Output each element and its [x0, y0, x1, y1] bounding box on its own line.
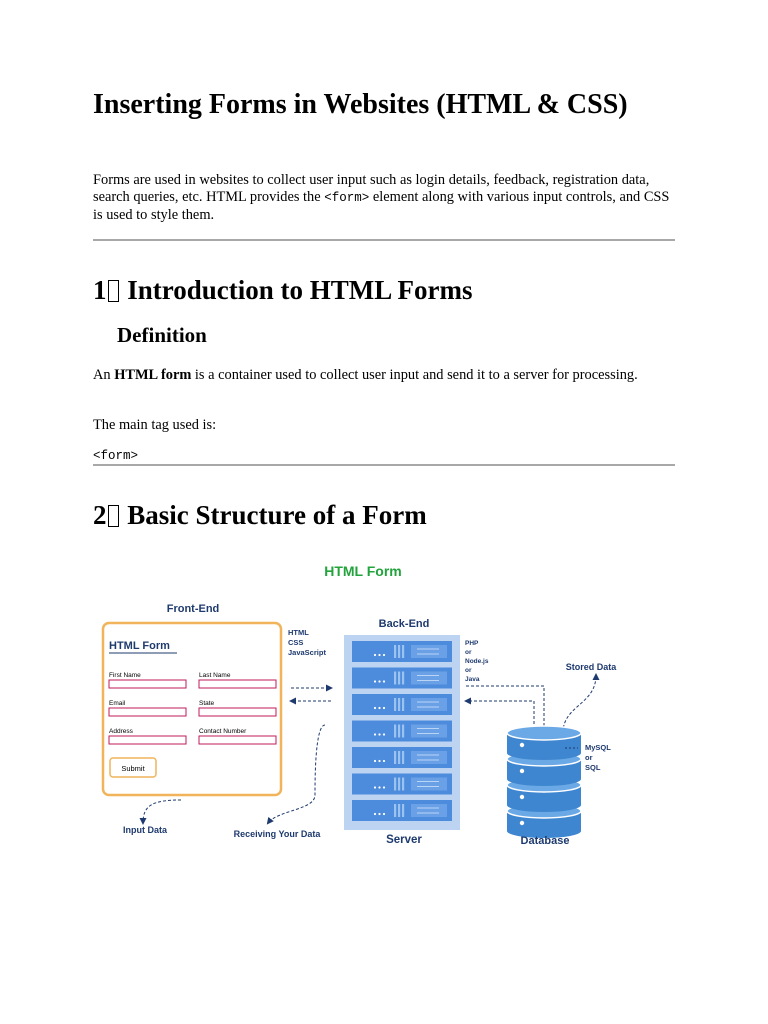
- section1-title: Introduction to HTML Forms: [127, 275, 473, 305]
- submit-label: Submit: [121, 764, 145, 773]
- main-tag-code: <form>: [93, 449, 139, 463]
- database-tier-bottom: [507, 798, 581, 812]
- receiving-data-label: Receiving Your Data: [233, 829, 321, 839]
- server-led: [383, 813, 385, 815]
- database-tier-top: [507, 726, 581, 740]
- server-panel: [411, 672, 447, 685]
- form-field-label: Email: [109, 700, 126, 707]
- server-led: [374, 680, 376, 682]
- section2-heading: [93, 499, 427, 531]
- db-tech-1: MySQL: [585, 743, 611, 752]
- arrow-db-to-server: [466, 701, 534, 729]
- definition-subheading: Definition: [117, 323, 207, 347]
- arrow-server-to-db: [466, 686, 544, 731]
- form-field-input: [199, 680, 276, 688]
- server-led: [383, 760, 385, 762]
- server-vent: [394, 698, 396, 711]
- server-led: [378, 733, 380, 735]
- tech-backend-4: or: [465, 667, 472, 674]
- db-tech-3: SQL: [585, 763, 601, 772]
- database-light: [520, 821, 524, 825]
- db-tech-2: or: [585, 753, 593, 762]
- definition-text: is a container used to collect user input and send it to a server for processing.: [191, 367, 638, 383]
- divider: [93, 464, 675, 466]
- server-label: Server: [386, 834, 422, 846]
- arrow-input-data: [143, 800, 181, 823]
- server-panel: [411, 804, 447, 817]
- database-label: Database: [520, 835, 570, 847]
- server-panel: [411, 725, 447, 738]
- tech-backend-1: PHP: [465, 640, 479, 647]
- server-led: [378, 707, 380, 709]
- server-led: [374, 760, 376, 762]
- server-led: [374, 786, 376, 788]
- page-title: Inserting Forms in Websites (HTML & CSS): [93, 89, 628, 120]
- tech-frontend-3: JavaScript: [288, 648, 326, 657]
- tech-frontend-2: CSS: [288, 638, 304, 647]
- server-vent: [402, 725, 404, 738]
- input-data-label: Input Data: [123, 825, 167, 835]
- server-vent: [398, 645, 400, 658]
- form-mockup-title: HTML Form: [109, 640, 170, 652]
- server-led: [383, 733, 385, 735]
- tech-backend-2: or: [465, 649, 472, 656]
- form-structure-diagram: [93, 555, 675, 855]
- form-field-input: [109, 680, 186, 688]
- definition-prefix: An: [93, 367, 115, 383]
- database-light: [520, 769, 524, 773]
- server-vent: [402, 751, 404, 764]
- database-icon: [507, 726, 581, 838]
- tech-frontend-1: HTML: [288, 628, 309, 637]
- intro-text-2: element along with various input controls, and CSS is used to style them.: [93, 189, 670, 223]
- section2-number: 2: [93, 500, 107, 530]
- definition-paragraph: [93, 367, 673, 384]
- server-vent: [394, 751, 396, 764]
- server-vent: [394, 645, 396, 658]
- server-vent: [398, 725, 400, 738]
- intro-paragraph: [93, 172, 673, 224]
- definition-bold: HTML form: [114, 367, 192, 383]
- main-tag-text: The main tag used is:: [93, 417, 217, 433]
- form-field-input: [199, 708, 276, 716]
- form-field-label: Address: [109, 728, 133, 735]
- stored-data-label: Stored Data: [565, 662, 617, 672]
- form-field-label: State: [199, 700, 215, 707]
- server-led: [378, 760, 380, 762]
- server-panel: [411, 645, 447, 658]
- server-led: [374, 654, 376, 656]
- backend-label: Back-End: [378, 618, 430, 630]
- server-led: [378, 654, 380, 656]
- server-led: [378, 680, 380, 682]
- frontend-label: Front-End: [166, 603, 220, 615]
- intro-text-1: Forms are used in websites to collect user input such as login details, feedback, registration data, search queries, etc. HTML provides the: [93, 172, 650, 205]
- server-led: [383, 654, 385, 656]
- server-led: [378, 813, 380, 815]
- server-vent: [394, 804, 396, 817]
- form-field-input: [109, 708, 186, 716]
- form-field-input: [199, 736, 276, 744]
- section1-heading: [93, 274, 473, 306]
- missing-glyph-icon: [108, 280, 119, 302]
- form-field-input: [109, 736, 186, 744]
- form-field-label: Contact Number: [199, 728, 247, 735]
- tech-backend-3: Node.js: [465, 658, 489, 665]
- server-led: [374, 813, 376, 815]
- server-panel: [411, 751, 447, 764]
- server-vent: [394, 778, 396, 791]
- form-field-label: First Name: [109, 672, 141, 679]
- server-vent: [402, 698, 404, 711]
- server-units: [352, 641, 452, 821]
- server-vent: [402, 804, 404, 817]
- server-vent: [402, 778, 404, 791]
- form-field-label: Last Name: [199, 672, 231, 679]
- arrow-to-stored: [563, 675, 596, 733]
- server-vent: [402, 672, 404, 685]
- server-panel: [411, 698, 447, 711]
- database-tier-bottom: [507, 772, 581, 786]
- tech-backend-5: Java: [465, 676, 480, 683]
- server-led: [378, 786, 380, 788]
- server-led: [383, 786, 385, 788]
- divider: [93, 239, 675, 241]
- server-led: [374, 707, 376, 709]
- server-led: [374, 733, 376, 735]
- server-vent: [398, 778, 400, 791]
- diagram-title: HTML Form: [324, 563, 402, 579]
- server-vent: [402, 645, 404, 658]
- server-vent: [398, 698, 400, 711]
- server-vent: [398, 672, 400, 685]
- server-vent: [398, 751, 400, 764]
- server-vent: [398, 804, 400, 817]
- database-light: [520, 795, 524, 799]
- section1-number: 1: [93, 275, 107, 305]
- server-panel: [411, 778, 447, 791]
- server-vent: [394, 672, 396, 685]
- server-vent: [394, 725, 396, 738]
- intro-code: <form>: [324, 191, 370, 205]
- server-led: [383, 680, 385, 682]
- section2-title: Basic Structure of a Form: [127, 500, 427, 530]
- missing-glyph-icon: [108, 505, 119, 527]
- database-light: [520, 743, 524, 747]
- server-led: [383, 707, 385, 709]
